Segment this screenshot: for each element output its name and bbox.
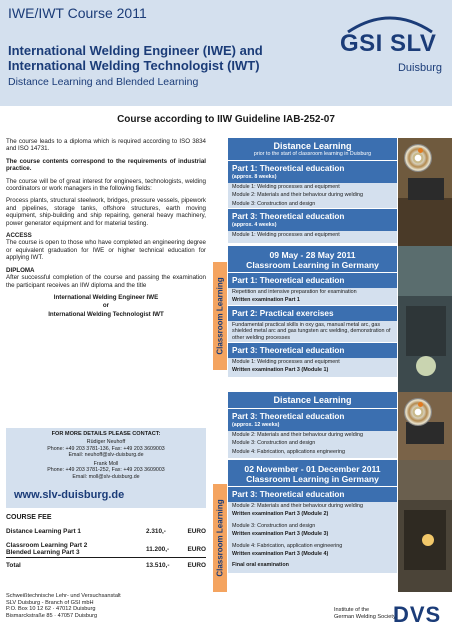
part-duration: (approx. 4 weeks) [228, 222, 397, 231]
module-item: Module 2: Materials and their behaviour during welding [232, 503, 363, 509]
part-title: Part 2: Practical exercises [228, 306, 397, 321]
footer-line: Bismarckstraße 85 · 47057 Duisburg [6, 612, 98, 619]
course-heading: IWE/IWT Course 2011 [8, 5, 147, 21]
contact-heading: FOR MORE DETAILS PLEASE CONTACT: [51, 431, 161, 437]
title-or: or [102, 302, 110, 310]
fee-currency: EURO [187, 562, 206, 569]
page-subtitle: Distance Learning and Blended Learning [8, 76, 199, 88]
part-title: Part 3: Theoretical education [228, 343, 397, 358]
title-iwt: International Welding Technologist IWT [48, 310, 164, 318]
course-fee [6, 514, 206, 560]
part-title: Part 1: Theoretical education [228, 161, 397, 174]
classroom-block-1 [228, 246, 397, 377]
module-item: Module 2: Materials and their behaviour during welding [232, 192, 363, 199]
part-section [228, 409, 397, 458]
website-link[interactable]: www.slv-duisburg.de [6, 486, 206, 508]
block-header [228, 392, 397, 408]
fee-amount: 2.310,- [146, 528, 166, 535]
title-iwe: International Welding Engineer IWE [53, 293, 159, 301]
diploma-heading: DIPLOMA [6, 266, 35, 274]
distance-learning-block-1 [228, 138, 397, 243]
dvs-logo: DVS [393, 602, 442, 627]
part-duration: (approx. 12 weeks) [228, 422, 397, 431]
part-section [228, 343, 397, 377]
cd-icon [404, 398, 432, 426]
exam-item: Written examination Part 3 (Module 2) [232, 511, 329, 518]
block-title: Distance Learning [273, 141, 352, 151]
title-line-1: International Welding Engineer (IWE) and [8, 43, 263, 58]
final-exam-item: Final oral examination [232, 562, 289, 569]
date-range: 02 November - 01 December 2011 [244, 464, 381, 474]
requirements-text: The course contents correspond to the requirements of industrial practice. [6, 157, 206, 173]
fee-heading: COURSE FEE [6, 514, 52, 521]
contact-phone-1: Phone: +49 203 3781-136, Fax: +49 203 3609003 [47, 445, 165, 452]
part-title: Part 3: Theoretical education [228, 487, 397, 502]
intro-text: The course leads to a diploma which is required according to ISO 3834 and ISO 14731. [6, 138, 206, 153]
fee-label: Distance Learning Part 1 [6, 528, 81, 535]
module-item: Module 3: Construction and design [232, 522, 316, 529]
vertical-label-text: Classroom Learning [215, 499, 225, 577]
module-item: Module 1: Welding processes and equipment [232, 184, 340, 190]
contact-name-2: Frank Moll [93, 461, 119, 468]
institute-line: Institute of the [334, 607, 370, 613]
block-dates [228, 460, 397, 486]
part-duration: (approx. 8 weeks) [228, 174, 397, 183]
module-item: Module 3: Construction and design [232, 440, 316, 447]
fee-total-label: Total [6, 562, 21, 569]
logo-city: Duisburg [397, 62, 442, 74]
exam-item: Written examination Part 1 [232, 297, 300, 304]
contact-email-2[interactable]: Email: moll@slv-duisburg.de [72, 473, 140, 480]
block-subtitle: prior to the start of classroom learning in Duisburg [253, 151, 372, 157]
contact-name-1: Rüdiger Neuhoff [86, 439, 126, 446]
gsi-slv-logo [338, 8, 446, 80]
title-line-2: International Welding Technologist (IWT) [8, 58, 260, 73]
module-item: Module 4: Fabrication, applications engineering [232, 448, 345, 455]
block-header [228, 138, 397, 160]
module-item: Fundamental practical skills in oxy gas, manual metal arc, gas shielded metal arc and gas tungsten arc welding, demonstration of other welding processes [232, 321, 391, 341]
classroom-learning-label [213, 484, 227, 592]
fee-total-amount: 13.510,- [146, 562, 170, 569]
guideline-heading: Course according to IIW Guideline IAB-252-07 [117, 114, 335, 125]
part-title: Part 1: Theoretical education [228, 273, 397, 288]
part-section [228, 161, 397, 208]
footer-address [6, 593, 121, 619]
diploma-text: After successful completion of the course and passing the examination the participant receives an IIW diploma and the title [6, 274, 206, 289]
access-text: The course is open to those who have completed an engineering degree or equivalent graduation for IWE or higher technical education for applying IWT. [6, 239, 206, 262]
part-title: Part 3: Theoretical education [228, 409, 397, 422]
institute-line: German Welding Society [334, 613, 396, 620]
footer-line: Schweißtechnische Lehr- und Versuchsanstalt [6, 593, 121, 599]
module-item: Module 2: Materials and their behaviour during welding [232, 432, 363, 438]
exam-item: Written examination Part 3 (Module 3) [232, 531, 329, 538]
part-section [228, 273, 397, 305]
module-item: Module 1: Welding processes and equipment [232, 359, 340, 366]
module-item: Module 3: Construction and design [232, 200, 316, 207]
footer-line: P.O. Box 10 12 62 · 47012 Duisburg [6, 606, 96, 613]
page-title [8, 43, 263, 73]
part-title: Part 3: Theoretical education [228, 209, 397, 222]
fee-currency: EURO [187, 528, 206, 535]
fee-row [6, 528, 206, 537]
part-section [228, 209, 397, 242]
audience-text: The course will be of great interest for engineers, technologists, welding coordinators or work managers in the following fields: [6, 177, 206, 193]
part-section [228, 487, 397, 573]
block-location: Classroom Learning in Germany [246, 474, 379, 484]
fee-amount: 11.200,- [146, 546, 170, 553]
block-dates [228, 246, 397, 272]
fee-currency: EURO [187, 546, 206, 553]
module-item: Module 4: Fabrication, application engineering [232, 542, 343, 549]
welding-photo-2 [398, 460, 452, 592]
fee-divider [6, 557, 206, 558]
exam-item: Written examination Part 3 (Module 1) [232, 367, 329, 374]
fee-total-row [6, 562, 206, 569]
cd-icon [404, 144, 432, 172]
vertical-label-text: Classroom Learning [215, 277, 225, 355]
distance-learning-block-2 [228, 392, 397, 458]
classroom-block-2 [228, 460, 397, 573]
welding-photo [398, 246, 452, 392]
exam-item: Written examination Part 3 (Module 4) [232, 551, 329, 558]
fields-text: Process plants, structural steelwork, bridges, pressure vessels, pipework and pipelines, storage tanks, offshore structures, earth moving equipment, ship-building and ship repairing, general heavy machinery, power generator equipment and for material testing. [6, 197, 206, 227]
module-item: Module 1: Welding processes and equipment [232, 232, 340, 239]
footer-line: SLV Duisburg - Branch of GSI mbH [6, 599, 94, 606]
part-section [228, 306, 397, 342]
module-item: Repetition and intensive preparation for examination [232, 289, 357, 295]
date-range: 09 May - 28 May 2011 [269, 250, 356, 260]
fee-label: Classroom Learning Part 2 [6, 542, 88, 549]
contact-phone-2: Phone: +49 203 3781-252, Fax: +49 203 3609003 [47, 467, 165, 474]
contact-email-1[interactable]: Email: neuhoff@slv-duisburg.de [68, 451, 144, 458]
header-band [0, 0, 452, 106]
contact-box [6, 428, 206, 486]
classroom-learning-label [213, 262, 227, 370]
institute-text [334, 607, 396, 620]
course-description [6, 138, 206, 319]
block-title: Distance Learning [273, 395, 352, 405]
block-location: Classroom Learning in Germany [246, 260, 379, 270]
access-heading: ACCESS [6, 232, 32, 240]
logo-text: GSI SLV [340, 30, 437, 57]
fee-label: Blended Learning Part 3 [6, 549, 80, 556]
